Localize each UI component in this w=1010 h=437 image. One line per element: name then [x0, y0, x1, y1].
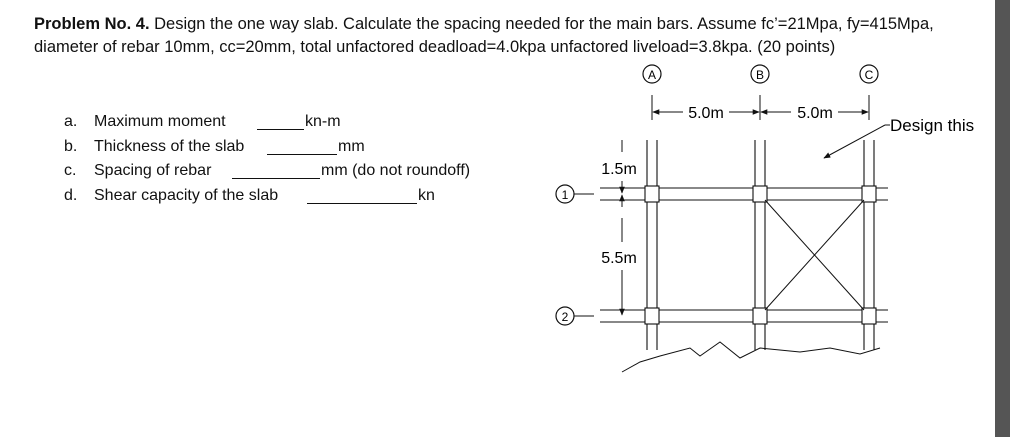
grid-label-1: 1 [561, 188, 569, 202]
question-letter: c. [64, 162, 77, 179]
callout-text: Design this [890, 116, 975, 135]
grid-leaders [574, 194, 594, 316]
grid-bubble-2 [556, 307, 574, 325]
break-lines [622, 342, 880, 372]
dimension-mid: 5.5m [601, 250, 637, 267]
design-callout [824, 116, 974, 158]
grid-label-a: A [647, 68, 657, 82]
grid-label-b: B [755, 68, 765, 82]
question-unit: kn-m [305, 113, 341, 130]
horizontal-dimensions [652, 95, 869, 122]
question-text: Spacing of rebar [94, 162, 212, 179]
question-letter: d. [64, 186, 78, 204]
grid-label-2: 2 [561, 310, 569, 324]
opening-cross [765, 200, 864, 310]
dimension-bc: 5.0m [797, 105, 833, 122]
grid-bubble-c [860, 65, 878, 83]
question-letter: b. [64, 137, 78, 155]
grid-label-c: C [864, 68, 874, 82]
columns [645, 186, 876, 324]
problem-heading: Problem No. 4. [34, 15, 150, 33]
question-unit: kn [418, 186, 435, 204]
question-text: Thickness of the slab [94, 137, 245, 155]
question-unit: mm [338, 137, 365, 155]
grid-bubble-b [751, 65, 769, 83]
dimension-top: 1.5m [601, 161, 637, 178]
beams [600, 140, 888, 350]
question-text: Maximum moment [94, 113, 226, 130]
question-text: Shear capacity of the slab [94, 186, 279, 204]
dimension-ab: 5.0m [688, 105, 724, 122]
grid-bubble-1 [556, 185, 574, 203]
problem-text: Design the one way slab. Calculate the spacing needed for the main bars. Assume fc’=21Mpa, fy=415Mpa, diameter of rebar 10mm, cc=20mm, total unfactored deadload=4.0kpa unfactored liveload=3.8kpa. (20 points) [34, 15, 934, 56]
question-letter: a. [64, 113, 78, 130]
scrollbar-edge [995, 0, 1010, 437]
question-unit: mm (do not roundoff) [321, 162, 471, 179]
vertical-dimensions [601, 140, 637, 315]
grid-bubble-a [643, 65, 661, 83]
